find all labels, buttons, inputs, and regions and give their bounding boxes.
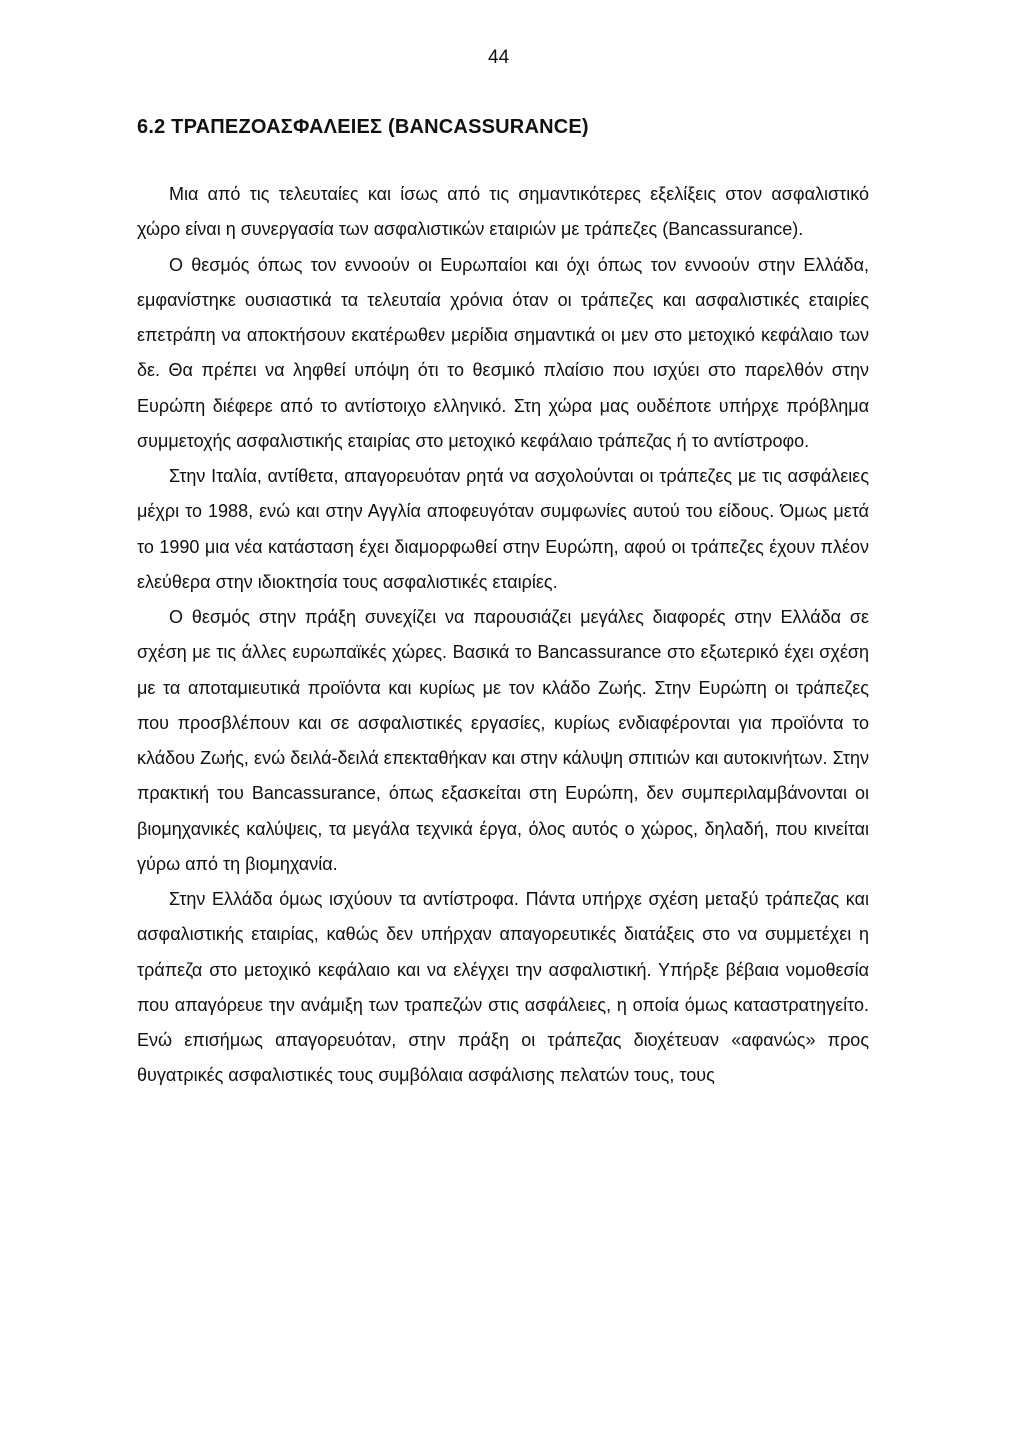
paragraph: Ο θεσμός όπως τον εννοούν οι Ευρωπαίοι και όχι όπως τον εννοούν στην Ελλάδα, εμφανίστηκε ουσιαστικά τα τελευταία χρόνια όταν οι τράπεζες και ασφαλιστικές εταιρίες επετράπη να αποκτήσουν εκατέρωθεν μερίδια σημαντικά οι μεν στο μετοχικό κεφάλαιο των δε. Θα πρέπει να ληφθεί υπόψη ότι το θεσμικό πλαίσιο που ισχύει στο παρελθόν στην Ευρώπη διέφερε από το αντίστοιχο ελληνικό. Στη χώρα μας ουδέποτε υπήρχε πρόβλημα συμμετοχής ασφαλιστικής εταιρίας στο μετοχικό κεφάλαιο τράπεζας ή το αντίστροφο. — [137, 254, 869, 451]
paragraph: Ο θεσμός στην πράξη συνεχίζει να παρουσιάζει μεγάλες διαφορές στην Ελλάδα σε σχέση με τις άλλες ευρωπαϊκές χώρες. Βασικά το Bancassurance στο εξωτερικό έχει σχέση με τα αποταμιευτικά προϊόντα και κυρίως με τον κλάδο Ζωής. Στην Ευρώπη οι τράπεζες που προσβλέπουν και σε ασφαλιστικές εργασίες, κυρίως ενδιαφέρονται για προϊόντα το κλάδου Ζωής, ενώ δειλά-δειλά επεκταθήκαν και στην κάλυψη σπιτιών και αυτοκινήτων. Στην πρακτική του Bancassurance, όπως εξασκείται στη Ευρώπη, δεν συμπεριλαμβάνονται οι βιομηχανικές καλύψεις, τα μεγάλα τεχνικά έργα, όλος αυτός ο χώρος, δηλαδή, που κινείται γύρω από τη βιομηχανία. — [137, 607, 869, 874]
paragraph: Μια από τις τελευταίες και ίσως από τις σημαντικότερες εξελίξεις στον ασφαλιστικό χώρο είναι η συνεργασία των ασφαλιστικών εταιριών με τράπεζες (Bancassurance). — [137, 184, 869, 240]
body-text — [137, 177, 869, 1094]
section-heading: 6.2 ΤΡΑΠΕΖΟΑΣΦΑΛΕΙΕΣ (BANCASSURANCE) — [137, 116, 589, 138]
paragraph: Στην Ιταλία, αντίθετα, απαγορευόταν ρητά να ασχολούνται οι τράπεζες με τις ασφάλειες μέχρι το 1988, ενώ και στην Αγγλία αποφευγόταν συμφωνίες αυτού του είδους. Όμως μετά το 1990 μια νέα κατάσταση έχει διαμορφωθεί στην Ευρώπη, αφού οι τράπεζες έχουν πλέον ελεύθερα στην ιδιοκτησία τους ασφαλιστικές εταιρίες. — [137, 466, 869, 592]
page-number: 44 — [488, 47, 510, 68]
paragraph: Στην Ελλάδα όμως ισχύουν τα αντίστροφα. Πάντα υπήρχε σχέση μεταξύ τράπεζας και ασφαλιστικής εταιρίας, καθώς δεν υπήρχαν απαγορευτικές διατάξεις στο να συμμετέχει η τράπεζα στο μετοχικό κεφάλαιο και να ελέγχει την ασφαλιστική. Υπήρξε βέβαια νομοθεσία που απαγόρευε την ανάμιξη των τραπεζών στις ασφάλειες, η οποία όμως καταστρατηγείτο. Ενώ επισήμως απαγορευόταν, στην πράξη οι τράπεζας διοχέτευαν «αφανώς» προς θυγατρικές ασφαλιστικές τους συμβόλαια ασφάλισης πελατών τους, τους — [137, 889, 869, 1086]
